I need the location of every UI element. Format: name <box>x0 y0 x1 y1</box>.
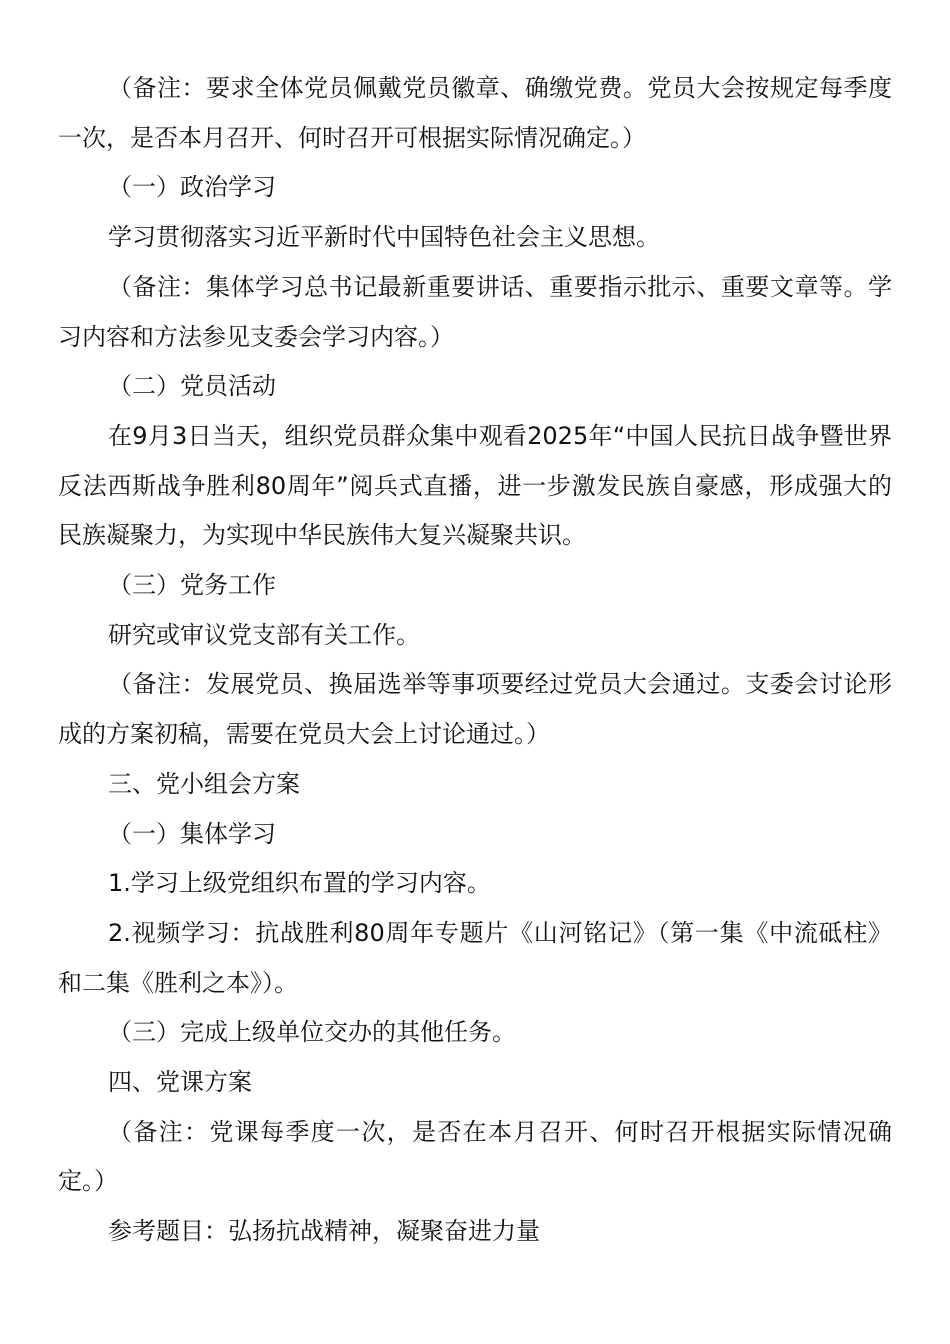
document-body <box>58 64 892 1257</box>
heading-other-tasks: （三）完成上级单位交办的其他任务。 <box>108 1018 516 1047</box>
collective-study-item-1: 1.学习上级党组织布置的学习内容。 <box>108 869 491 898</box>
party-affairs-text: 研究或审议党支部有关工作。 <box>108 620 420 649</box>
collective-study-item-2: 2.视频学习：抗战胜利80周年专题片《山河铭记》（第一集《中流砥柱》和二集《胜利之本》）。 <box>58 918 892 997</box>
political-study-text: 学习贯彻落实习近平新时代中国特色社会主义思想。 <box>108 223 660 252</box>
heading-collective-study: （一）集体学习 <box>108 819 276 848</box>
heading-party-affairs: （三）党务工作 <box>108 571 276 600</box>
political-study-note: （备注：集体学习总书记最新重要讲话、重要指示批示、重要文章等。学习内容和方法参见支委会学习内容。） <box>58 272 892 351</box>
party-lecture-note: （备注：党课每季度一次，是否在本月召开、何时召开根据实际情况确定。） <box>58 1117 892 1196</box>
heading-political-study: （一）政治学习 <box>108 173 276 202</box>
reference-topic: 参考题目：弘扬抗战精神，凝聚奋进力量 <box>108 1217 540 1246</box>
section-group-meeting-plan: 三、党小组会方案 <box>108 769 300 798</box>
party-affairs-note: （备注：发展党员、换届选举等事项要经过党员大会通过。支委会讨论形成的方案初稿，需要在党员大会上讨论通过。） <box>58 670 892 749</box>
heading-member-activity: （二）党员活动 <box>108 372 276 401</box>
party-congress-note: （备注：要求全体党员佩戴党员徽章、确缴党费。党员大会按规定每季度一次，是否本月召开、何时召开可根据实际情况确定。） <box>58 74 892 152</box>
member-activity-text: 在9月3日当天，组织党员群众集中观看2025年“中国人民抗日战争暨世界反法西斯战争胜利80周年”阅兵式直播，进一步激发民族自豪感，形成强大的民族凝聚力，为实现中华民族伟大复兴凝聚共识。 <box>58 421 892 550</box>
section-party-lecture-plan: 四、党课方案 <box>108 1068 252 1097</box>
